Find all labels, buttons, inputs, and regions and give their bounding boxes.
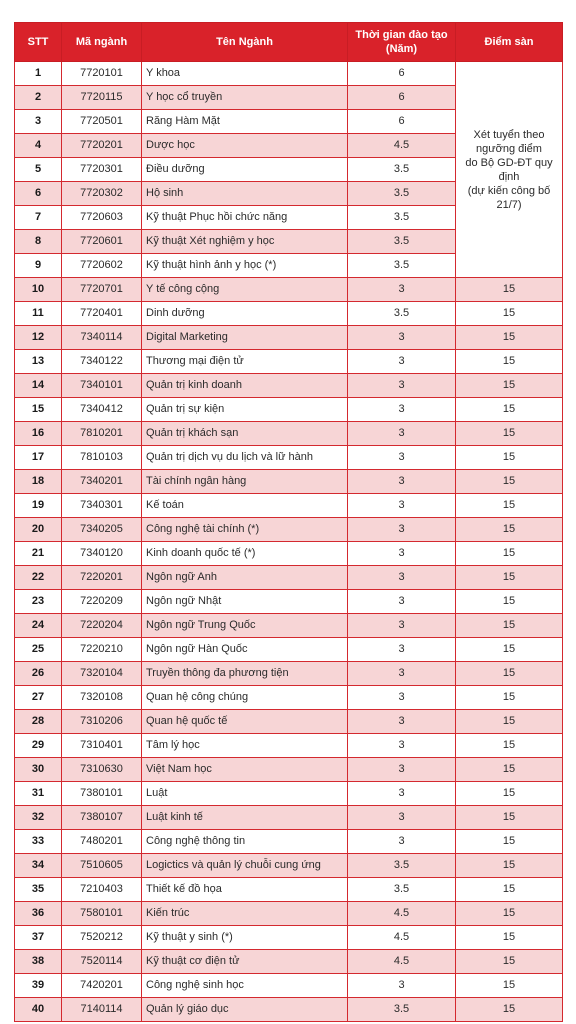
code-cell: 7340301: [62, 494, 142, 518]
score-cell: 15: [456, 902, 563, 926]
score-cell: 15: [456, 518, 563, 542]
code-cell: 7380107: [62, 806, 142, 830]
code-cell: 7310630: [62, 758, 142, 782]
duration-cell: 3: [348, 806, 456, 830]
score-cell: 15: [456, 422, 563, 446]
stt-cell: 22: [15, 566, 62, 590]
table-row: [15, 302, 563, 326]
table-header: [15, 23, 563, 62]
duration-cell: 3: [348, 446, 456, 470]
stt-cell: 3: [15, 110, 62, 134]
code-cell: 7340201: [62, 470, 142, 494]
name-cell: Điều dưỡng: [142, 158, 348, 182]
stt-cell: 19: [15, 494, 62, 518]
table-row: [15, 758, 563, 782]
duration-cell: 3: [348, 734, 456, 758]
code-cell: 7340101: [62, 374, 142, 398]
name-cell: Y học cổ truyền: [142, 86, 348, 110]
stt-cell: 11: [15, 302, 62, 326]
code-cell: 7510605: [62, 854, 142, 878]
code-cell: 7720602: [62, 254, 142, 278]
duration-cell: 3: [348, 830, 456, 854]
score-cell: 15: [456, 830, 563, 854]
duration-cell: 3: [348, 470, 456, 494]
score-cell: 15: [456, 638, 563, 662]
stt-cell: 21: [15, 542, 62, 566]
duration-cell: 3: [348, 566, 456, 590]
name-cell: Hộ sinh: [142, 182, 348, 206]
stt-cell: 31: [15, 782, 62, 806]
score-cell: 15: [456, 854, 563, 878]
stt-cell: 10: [15, 278, 62, 302]
score-cell: 15: [456, 710, 563, 734]
duration-cell: 3: [348, 326, 456, 350]
score-cell: 15: [456, 542, 563, 566]
name-cell: Thương mại điện tử: [142, 350, 348, 374]
duration-cell: 3.5: [348, 302, 456, 326]
name-cell: Luật: [142, 782, 348, 806]
duration-cell: 3: [348, 638, 456, 662]
duration-cell: 4.5: [348, 134, 456, 158]
duration-cell: 3: [348, 278, 456, 302]
stt-cell: 32: [15, 806, 62, 830]
name-cell: Luật kinh tế: [142, 806, 348, 830]
score-note-line3: do Bộ GD-ĐT quy: [465, 156, 553, 169]
duration-cell: 3: [348, 518, 456, 542]
code-cell: 7220209: [62, 590, 142, 614]
table-row: [15, 638, 563, 662]
code-cell: 7380101: [62, 782, 142, 806]
score-cell: 15: [456, 926, 563, 950]
score-cell: 15: [456, 614, 563, 638]
name-cell: Răng Hàm Mặt: [142, 110, 348, 134]
code-cell: 7420201: [62, 974, 142, 998]
stt-cell: 17: [15, 446, 62, 470]
code-cell: 7720603: [62, 206, 142, 230]
duration-cell: 3: [348, 614, 456, 638]
stt-cell: 2: [15, 86, 62, 110]
code-cell: 7720401: [62, 302, 142, 326]
header-stt: STT: [15, 23, 62, 62]
stt-cell: 38: [15, 950, 62, 974]
table-row: [15, 926, 563, 950]
name-cell: Quan hệ quốc tế: [142, 710, 348, 734]
score-cell: 15: [456, 662, 563, 686]
name-cell: Kinh doanh quốc tế (*): [142, 542, 348, 566]
stt-cell: 33: [15, 830, 62, 854]
stt-cell: 16: [15, 422, 62, 446]
table-row: [15, 710, 563, 734]
header-code: Mã ngành: [62, 23, 142, 62]
code-cell: 7720701: [62, 278, 142, 302]
duration-cell: 3: [348, 398, 456, 422]
code-cell: 7720302: [62, 182, 142, 206]
header-duration-line1: Thời gian đào tạo: [355, 29, 448, 41]
duration-cell: 3: [348, 374, 456, 398]
stt-cell: 39: [15, 974, 62, 998]
code-cell: 7220204: [62, 614, 142, 638]
table-row: [15, 470, 563, 494]
duration-cell: 3: [348, 662, 456, 686]
code-cell: 7140114: [62, 998, 142, 1022]
score-note-line1: Xét tuyển theo: [473, 128, 545, 141]
duration-cell: 3.5: [348, 182, 456, 206]
stt-cell: 28: [15, 710, 62, 734]
score-cell: 15: [456, 566, 563, 590]
name-cell: Kỹ thuật y sinh (*): [142, 926, 348, 950]
table-row: [15, 974, 563, 998]
code-cell: 7580101: [62, 902, 142, 926]
stt-cell: 25: [15, 638, 62, 662]
code-cell: 7310401: [62, 734, 142, 758]
table-row: [15, 662, 563, 686]
name-cell: Y tế công cộng: [142, 278, 348, 302]
code-cell: 7720201: [62, 134, 142, 158]
name-cell: Truyền thông đa phương tiện: [142, 662, 348, 686]
name-cell: Công nghệ tài chính (*): [142, 518, 348, 542]
code-cell: 7210403: [62, 878, 142, 902]
stt-cell: 13: [15, 350, 62, 374]
name-cell: Quản lý giáo dục: [142, 998, 348, 1022]
table-row: [15, 374, 563, 398]
score-cell: 15: [456, 302, 563, 326]
header-name: Tên Ngành: [142, 23, 348, 62]
score-cell: 15: [456, 278, 563, 302]
stt-cell: 18: [15, 470, 62, 494]
score-cell: 15: [456, 350, 563, 374]
name-cell: Kỹ thuật Xét nghiệm y học: [142, 230, 348, 254]
stt-cell: 12: [15, 326, 62, 350]
code-cell: 7220201: [62, 566, 142, 590]
table-row: [15, 950, 563, 974]
code-cell: 7320108: [62, 686, 142, 710]
duration-cell: 3.5: [348, 878, 456, 902]
duration-cell: 3: [348, 686, 456, 710]
duration-cell: 4.5: [348, 902, 456, 926]
name-cell: Y khoa: [142, 62, 348, 86]
duration-cell: 3: [348, 710, 456, 734]
duration-cell: 3.5: [348, 230, 456, 254]
table-row: [15, 806, 563, 830]
duration-cell: 3: [348, 422, 456, 446]
stt-cell: 27: [15, 686, 62, 710]
duration-cell: 3.5: [348, 998, 456, 1022]
stt-cell: 8: [15, 230, 62, 254]
table-row: [15, 614, 563, 638]
name-cell: Quản trị kinh doanh: [142, 374, 348, 398]
score-note-line6: 21/7): [496, 198, 522, 211]
score-cell: 15: [456, 590, 563, 614]
name-cell: Kiến trúc: [142, 902, 348, 926]
header-row: [15, 23, 563, 62]
score-cell: 15: [456, 974, 563, 998]
code-cell: 7720601: [62, 230, 142, 254]
admissions-table: [14, 22, 563, 1022]
table-row: [15, 494, 563, 518]
code-cell: 7810201: [62, 422, 142, 446]
duration-cell: 3.5: [348, 254, 456, 278]
name-cell: Quản trị khách sạn: [142, 422, 348, 446]
score-cell: 15: [456, 950, 563, 974]
score-note-line2: ngưỡng điểm: [476, 142, 542, 155]
code-cell: 7220210: [62, 638, 142, 662]
duration-cell: 3.5: [348, 854, 456, 878]
table-row: [15, 326, 563, 350]
code-cell: 7720101: [62, 62, 142, 86]
name-cell: Kỹ thuật hình ảnh y học (*): [142, 254, 348, 278]
code-cell: 7480201: [62, 830, 142, 854]
score-cell: 15: [456, 734, 563, 758]
code-cell: 7720501: [62, 110, 142, 134]
code-cell: 7340205: [62, 518, 142, 542]
stt-cell: 23: [15, 590, 62, 614]
score-note-cell: [456, 62, 563, 278]
stt-cell: 37: [15, 926, 62, 950]
table-row: [15, 878, 563, 902]
duration-cell: 3: [348, 758, 456, 782]
code-cell: 7320104: [62, 662, 142, 686]
stt-cell: 14: [15, 374, 62, 398]
header-score: Điểm sàn: [456, 23, 563, 62]
table-row: [15, 734, 563, 758]
code-cell: 7720301: [62, 158, 142, 182]
stt-cell: 5: [15, 158, 62, 182]
name-cell: Công nghệ sinh học: [142, 974, 348, 998]
name-cell: Ngôn ngữ Anh: [142, 566, 348, 590]
stt-cell: 26: [15, 662, 62, 686]
duration-cell: 3: [348, 590, 456, 614]
name-cell: Kỹ thuật Phục hồi chức năng: [142, 206, 348, 230]
table-row: [15, 398, 563, 422]
code-cell: 7720115: [62, 86, 142, 110]
duration-cell: 3.5: [348, 206, 456, 230]
name-cell: Digital Marketing: [142, 326, 348, 350]
name-cell: Tài chính ngân hàng: [142, 470, 348, 494]
table-row: [15, 350, 563, 374]
table-row: [15, 422, 563, 446]
name-cell: Kế toán: [142, 494, 348, 518]
name-cell: Quản trị dịch vụ du lịch và lữ hành: [142, 446, 348, 470]
name-cell: Thiết kế đồ họa: [142, 878, 348, 902]
duration-cell: 6: [348, 86, 456, 110]
name-cell: Dược học: [142, 134, 348, 158]
table-row: [15, 566, 563, 590]
score-cell: 15: [456, 758, 563, 782]
stt-cell: 7: [15, 206, 62, 230]
stt-cell: 29: [15, 734, 62, 758]
table-row: [15, 902, 563, 926]
score-cell: 15: [456, 470, 563, 494]
duration-cell: 3: [348, 782, 456, 806]
table-row: [15, 278, 563, 302]
table-row: [15, 446, 563, 470]
stt-cell: 20: [15, 518, 62, 542]
name-cell: Dinh dưỡng: [142, 302, 348, 326]
table-row: [15, 62, 563, 86]
table-row: [15, 590, 563, 614]
header-duration-line2: (Năm): [385, 43, 418, 55]
code-cell: 7340120: [62, 542, 142, 566]
name-cell: Ngôn ngữ Hàn Quốc: [142, 638, 348, 662]
duration-cell: 3: [348, 542, 456, 566]
admissions-table-container: [14, 22, 562, 1022]
stt-cell: 24: [15, 614, 62, 638]
duration-cell: 4.5: [348, 950, 456, 974]
name-cell: Quản trị sự kiện: [142, 398, 348, 422]
code-cell: 7340412: [62, 398, 142, 422]
code-cell: 7340114: [62, 326, 142, 350]
score-cell: 15: [456, 494, 563, 518]
name-cell: Việt Nam học: [142, 758, 348, 782]
stt-cell: 35: [15, 878, 62, 902]
code-cell: 7310206: [62, 710, 142, 734]
name-cell: Quan hệ công chúng: [142, 686, 348, 710]
table-row: [15, 518, 563, 542]
table-row: [15, 830, 563, 854]
stt-cell: 9: [15, 254, 62, 278]
score-cell: 15: [456, 782, 563, 806]
duration-cell: 6: [348, 110, 456, 134]
code-cell: 7520114: [62, 950, 142, 974]
score-cell: 15: [456, 878, 563, 902]
score-cell: 15: [456, 398, 563, 422]
score-note-line4: định: [498, 170, 520, 183]
stt-cell: 6: [15, 182, 62, 206]
stt-cell: 34: [15, 854, 62, 878]
name-cell: Công nghệ thông tin: [142, 830, 348, 854]
code-cell: 7810103: [62, 446, 142, 470]
name-cell: Ngôn ngữ Trung Quốc: [142, 614, 348, 638]
header-duration: [348, 23, 456, 62]
duration-cell: 3.5: [348, 158, 456, 182]
table-row: [15, 542, 563, 566]
duration-cell: 3: [348, 350, 456, 374]
stt-cell: 4: [15, 134, 62, 158]
score-cell: 15: [456, 998, 563, 1022]
table-row: [15, 782, 563, 806]
score-cell: 15: [456, 686, 563, 710]
score-note-line5: (dự kiến công bố: [467, 184, 551, 197]
code-cell: 7340122: [62, 350, 142, 374]
score-cell: 15: [456, 374, 563, 398]
code-cell: 7520212: [62, 926, 142, 950]
table-row: [15, 854, 563, 878]
duration-cell: 3: [348, 494, 456, 518]
score-cell: 15: [456, 446, 563, 470]
duration-cell: 6: [348, 62, 456, 86]
table-row: [15, 686, 563, 710]
table-row: [15, 998, 563, 1022]
score-cell: 15: [456, 326, 563, 350]
stt-cell: 30: [15, 758, 62, 782]
stt-cell: 40: [15, 998, 62, 1022]
stt-cell: 1: [15, 62, 62, 86]
duration-cell: 4.5: [348, 926, 456, 950]
stt-cell: 36: [15, 902, 62, 926]
score-cell: 15: [456, 806, 563, 830]
name-cell: Kỹ thuật cơ điện tử: [142, 950, 348, 974]
stt-cell: 15: [15, 398, 62, 422]
name-cell: Ngôn ngữ Nhật: [142, 590, 348, 614]
name-cell: Logictics và quản lý chuỗi cung ứng: [142, 854, 348, 878]
table-body: [15, 62, 563, 1022]
duration-cell: 3: [348, 974, 456, 998]
name-cell: Tâm lý học: [142, 734, 348, 758]
